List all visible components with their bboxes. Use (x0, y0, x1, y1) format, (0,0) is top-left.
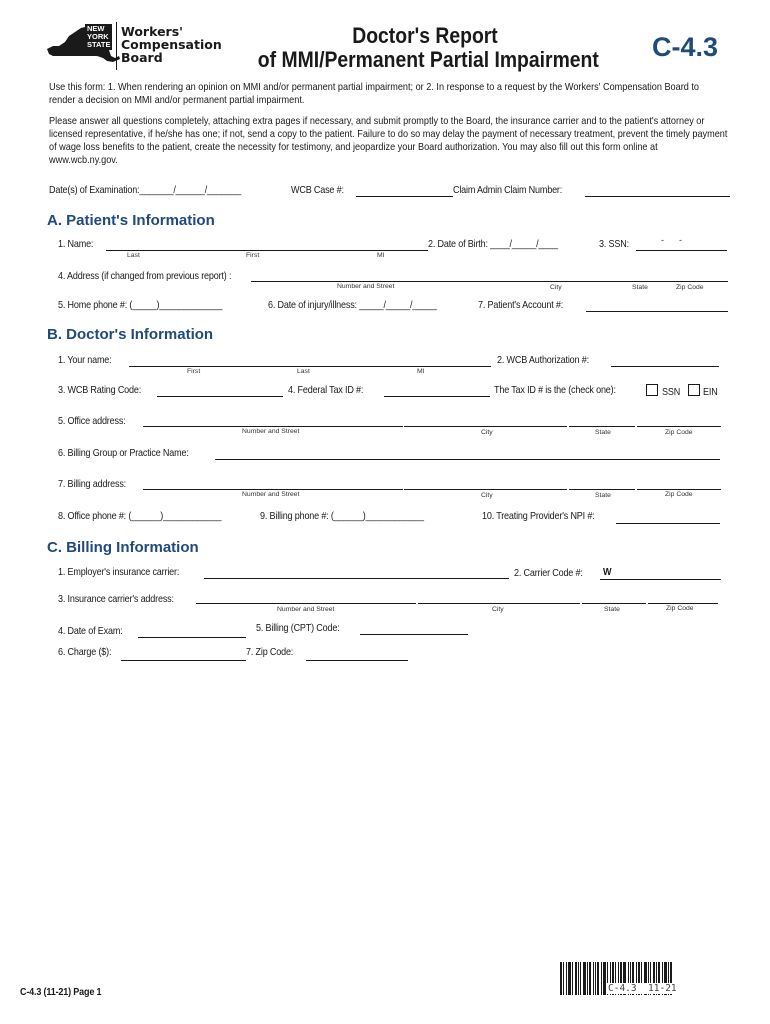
billing-address-sub-state: State (595, 492, 611, 499)
carrier-address-label: 3. Insurance carrier's address: (58, 593, 174, 605)
ein-option-label: EIN (703, 386, 718, 398)
nys-logo (45, 22, 222, 72)
office-address-sub-city: City (481, 429, 493, 436)
state-line-3: STATE (87, 40, 111, 49)
billing-address-sub-city: City (481, 492, 493, 499)
cpt-code-input[interactable] (360, 634, 468, 635)
carrier-state-input[interactable] (582, 603, 646, 604)
wcb-case-input[interactable] (356, 196, 453, 197)
npi-label: 10. Treating Provider's NPI #: (482, 510, 595, 522)
claim-admin-label: Claim Admin Claim Number: (453, 184, 563, 196)
billing-group-label: 6. Billing Group or Practice Name: (58, 447, 189, 459)
carrier-address-sub-state: State (604, 606, 620, 613)
patient-name-sub-first: First (246, 252, 260, 259)
patient-name-input[interactable] (106, 250, 428, 251)
billing-address-sub-street: Number and Street (242, 491, 300, 498)
rating-code-input[interactable] (157, 396, 283, 397)
patient-address-sub-street: Number and Street (337, 283, 395, 290)
rating-code-label: 3. WCB Rating Code: (58, 384, 142, 396)
carrier-code-input[interactable] (600, 579, 721, 580)
tax-id-label: 4. Federal Tax ID #: (288, 384, 364, 396)
office-zip-input[interactable] (637, 426, 721, 427)
exam-date-input[interactable] (138, 637, 246, 638)
patient-address-sub-state: State (632, 284, 648, 291)
employer-carrier-input[interactable] (204, 578, 509, 579)
ssn-option-label: SSN (662, 386, 681, 398)
office-street-input[interactable] (143, 426, 403, 427)
charge-input[interactable] (121, 660, 246, 661)
carrier-address-sub-zip: Zip Code (666, 605, 694, 612)
patient-address-input[interactable] (251, 281, 728, 282)
form-title-line-1: Doctor's Report (352, 23, 498, 48)
patient-address-sub-city: City (550, 284, 562, 291)
wcb-auth-label: 2. WCB Authorization #: (497, 354, 589, 366)
patient-name-label: 1. Name: (58, 238, 94, 250)
logo-divider (116, 22, 117, 70)
intro-paragraph-2: Please answer all questions completely, attaching extra pages if necessary, and submit promptly to the Board, the insurance carrier and to the patient's attorney or licensed representative, if he/she has one; if not, send a copy to the patient. Failure to do so may delay the payment of necessary treatment, prevent the timely payment of wage loss benefits to the patient, create the necessity for testimony, and jeopardize your Board authorization. You may also fill out this form online at www.wcb.ny.gov. (49, 115, 728, 166)
section-c-title: C. Billing Information (47, 539, 199, 556)
barcode-text: C-4.3 11-21 (608, 983, 677, 994)
carrier-code-label: 2. Carrier Code #: (514, 567, 583, 579)
state-line-1: NEW (87, 24, 105, 33)
ssn-checkbox[interactable] (646, 384, 658, 396)
billing-address-sub-zip: Zip Code (665, 491, 693, 498)
carrier-code-value[interactable]: W (603, 566, 612, 578)
state-line-2: YORK (87, 32, 109, 41)
agency-line-2: Compensation (121, 37, 222, 52)
patient-name-sub-last: Last (127, 252, 140, 259)
billing-address-label: 7. Billing address: (58, 478, 127, 490)
exam-dates-field[interactable]: Date(s) of Examination:_______/______/_______ (49, 184, 242, 196)
ssn-dashes: - - (661, 235, 682, 245)
tax-id-input[interactable] (384, 396, 490, 397)
agency-line-1: Workers' (121, 24, 183, 39)
claim-admin-input[interactable] (585, 196, 730, 197)
npi-input[interactable] (616, 523, 720, 524)
office-address-sub-zip: Zip Code (665, 429, 693, 436)
patient-name-sub-mi: MI (377, 252, 385, 259)
agency-name (121, 25, 222, 64)
carrier-street-input[interactable] (196, 603, 416, 604)
doctor-name-input[interactable] (129, 366, 491, 367)
carrier-zip-input[interactable] (648, 603, 718, 604)
employer-carrier-label: 1. Employer's insurance carrier: (58, 566, 180, 578)
zip-code-input[interactable] (306, 660, 408, 661)
home-phone-field[interactable]: 5. Home phone #: (_____)_____________ (58, 299, 223, 311)
billing-street-input[interactable] (143, 489, 403, 490)
cpt-code-label: 5. Billing (CPT) Code: (256, 622, 340, 634)
office-address-sub-street: Number and Street (242, 428, 300, 435)
charge-label: 6. Charge ($): (58, 646, 112, 658)
patient-address-sub-zip: Zip Code (676, 284, 704, 291)
office-city-input[interactable] (404, 426, 567, 427)
page-label: C-4.3 (11-21) Page 1 (20, 986, 102, 998)
patient-account-label: 7. Patient's Account #: (478, 299, 564, 311)
wcb-case-label: WCB Case #: (291, 184, 344, 196)
zip-code-label: 7. Zip Code: (246, 646, 294, 658)
billing-city-input[interactable] (404, 489, 567, 490)
patient-account-input[interactable] (586, 311, 728, 312)
injury-date-field[interactable]: 6. Date of injury/illness: _____/_____/_____ (268, 299, 437, 311)
exam-date-label: 4. Date of Exam: (58, 625, 123, 637)
dob-field[interactable]: 2. Date of Birth: ____/_____/____ (428, 238, 558, 250)
billing-phone-field[interactable]: 9. Billing phone #: (______)____________ (260, 510, 424, 522)
doctor-name-sub-mi: MI (417, 368, 425, 375)
ssn-input[interactable] (636, 250, 727, 251)
form-number: C-4.3 (652, 32, 719, 62)
office-state-input[interactable] (569, 426, 635, 427)
tax-id-type-label: The Tax ID # is the (check one): (494, 384, 616, 396)
section-b-title: B. Doctor's Information (47, 326, 214, 343)
billing-zip-input[interactable] (637, 489, 721, 490)
billing-group-input[interactable] (215, 459, 720, 460)
carrier-address-sub-street: Number and Street (277, 606, 335, 613)
carrier-city-input[interactable] (418, 603, 580, 604)
doctor-name-sub-first: First (187, 368, 201, 375)
form-title-line-2: of MMI/Permanent Partial Impairment (257, 47, 599, 72)
office-phone-field[interactable]: 8. Office phone #: (______)____________ (58, 510, 222, 522)
intro-paragraph-1: Use this form: 1. When rendering an opinion on MMI and/or permanent partial impairment; or 2. In response to a request by the Workers' Compensation Board to render a decision on MMI and/or permanent partial impairment. (49, 81, 699, 106)
state-name-text (85, 24, 112, 50)
form-title (235, 24, 615, 72)
office-address-label: 5. Office address: (58, 415, 126, 427)
agency-line-3: Board (121, 50, 163, 65)
wcb-auth-input[interactable] (611, 366, 719, 367)
patient-address-label: 4. Address (if changed from previous report) : (58, 270, 232, 282)
office-address-sub-state: State (595, 429, 611, 436)
billing-state-input[interactable] (569, 489, 635, 490)
doctor-name-sub-last: Last (297, 368, 310, 375)
carrier-address-sub-city: City (492, 606, 504, 613)
doctor-name-label: 1. Your name: (58, 354, 112, 366)
ein-checkbox[interactable] (688, 384, 700, 396)
ssn-label: 3. SSN: (599, 238, 629, 250)
section-a-title: A. Patient's Information (47, 212, 215, 229)
